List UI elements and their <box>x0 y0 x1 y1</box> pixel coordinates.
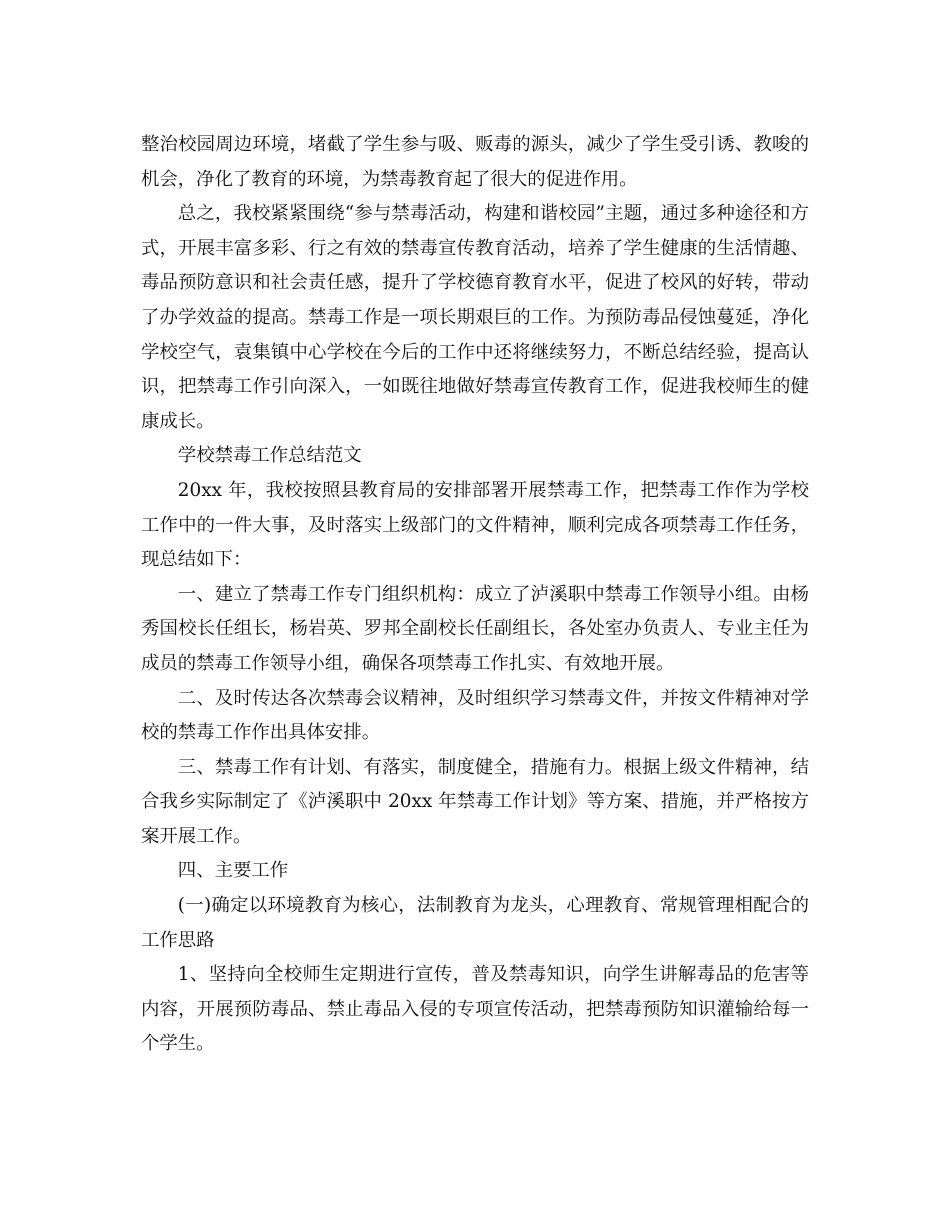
paragraph-item-4-heading: 四、主要工作 <box>177 860 289 882</box>
paragraph-continuation: 整治校园周边环境，堵截了学生参与吸、贩毒的源头，减少了学生受引诱、教唆的机会，净化了教育的环境，为禁毒教育起了很大的促进作用。 <box>141 134 809 190</box>
section-title: 学校禁毒工作总结范文 <box>177 445 362 467</box>
paragraph-summary: 总之，我校紧紧围绕“参与禁毒活动，构建和谐校园”主题，通过多种途径和方式，开展丰富多彩、行之有效的禁毒宣传教育活动，培养了学生健康的生活情趣、毒品预防意识和社会责任感，提升了学校德育教育水平，促进了校风的好转，带动了办学效益的提高。禁毒工作是一项长期艰巨的工作。为预防毒品侵蚀蔓延，净化学校空气，袁集镇中心学校在今后的工作中还将继续努力，不断总结经验，提高认识，把禁毒工作引向深入，一如既往地做好禁毒宣传教育工作，促进我校师生的健康成长。 <box>141 203 809 432</box>
paragraph-intro: 20xx 年，我校按照县教育局的安排部署开展禁毒工作，把禁毒工作作为学校工作中的一件大事，及时落实上级部门的文件精神，顺利完成各项禁毒工作任务，现总结如下： <box>141 479 809 571</box>
paragraph-item-1: 一、建立了禁毒工作专门组织机构：成立了泸溪职中禁毒工作领导小组。由杨秀国校长任组长，杨岩英、罗邦全副校长任副组长，各处室办负责人、专业主任为成员的禁毒工作领导小组，确保各项禁毒工作扎实、有效地开展。 <box>141 583 809 674</box>
paragraph-subitem-1: (一)确定以环境教育为核心，法制教育为龙头，心理教育、常规管理相配合的工作思路 <box>141 895 809 951</box>
paragraph-item-2: 二、及时传达各次禁毒会议精神，及时组织学习禁毒文件，并按文件精神对学校的禁毒工作作出具体安排。 <box>141 687 809 744</box>
document-body <box>141 128 809 1062</box>
paragraph-point-1: 1、坚持向全校师生定期进行宣传，普及禁毒知识，向学生讲解毒品的危害等内容，开展预防毒品、禁止毒品入侵的专项宣传活动，把禁毒预防知识灌输给每一个学生。 <box>141 964 809 1055</box>
paragraph-item-3: 三、禁毒工作有计划、有落实，制度健全，措施有力。根据上级文件精神，结合我乡实际制定了《泸溪职中 20xx 年禁毒工作计划》等方案、措施，并严格按方案开展工作。 <box>141 756 809 847</box>
